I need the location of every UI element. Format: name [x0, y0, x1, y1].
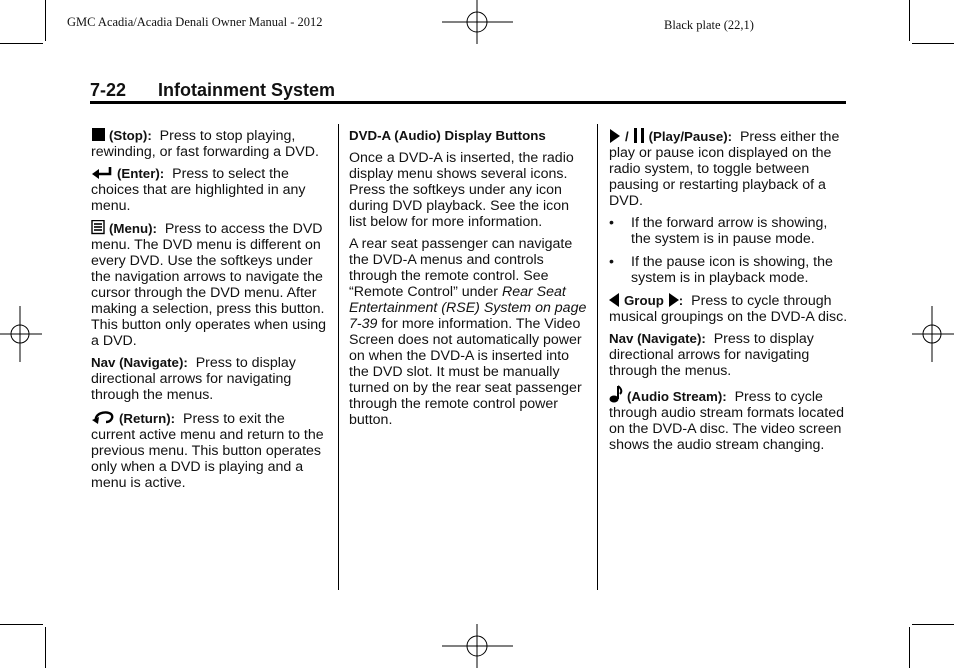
nav-label: Nav (Navigate):: [609, 331, 706, 346]
stop-text: Press to stop playing, rewinding, or fast forwarding a DVD.: [91, 128, 319, 160]
column-3: [609, 128, 849, 459]
return-entry: [91, 409, 329, 491]
crop-mark: [0, 624, 43, 625]
section-title: Infotainment System: [158, 80, 336, 100]
stop-entry: [91, 128, 329, 160]
registration-mark-bottom: [440, 623, 515, 668]
title-rule: [90, 101, 846, 104]
group-entry: Group : Press to cycle through musical groupings on the DVD-A disc.: [609, 293, 848, 325]
column-1: [91, 128, 329, 497]
forward-arrow-icon: [668, 293, 679, 307]
pause-icon: [633, 128, 645, 143]
stop-label: (Stop):: [108, 128, 152, 143]
para-2-post: for more information. The Video Screen does not automatically power on when the DVD-A is inserted into the DVD slot. It must be manually turned on by the rear seat passenger through the remote control power button.: [349, 316, 582, 428]
dvd-a-para-2: [349, 236, 587, 428]
crop-mark: [909, 627, 910, 668]
enter-entry: [91, 166, 329, 214]
menu-entry: [91, 220, 329, 349]
rse-cross-reference[interactable]: Rear Seat Entertainment (RSE) System on page 7-39: [349, 284, 587, 332]
enter-label: (Enter):: [116, 166, 165, 181]
play-pause-text: Press either the play or pause icon displayed on the radio system, to toggle between pausing or restarting playback of a DVD.: [609, 129, 840, 209]
menu-text: Press to access the DVD menu. The DVD menu is different on every DVD. Use the softkeys under the navigation arrows to navigate the cursor through the DVD menu. After making a selection, press this button. This button only operates when using a DVD.: [91, 221, 327, 349]
manual-title: GMC Acadia/Acadia Denali Owner Manual - 2012: [67, 15, 323, 29]
bullet-item: [609, 254, 849, 286]
nav-label: Nav (Navigate):: [91, 355, 188, 370]
enter-icon: [91, 166, 113, 180]
crop-mark: [912, 43, 954, 44]
nav-entry: [91, 355, 329, 403]
return-label: (Return):: [118, 411, 176, 426]
group-label: Group: [623, 293, 664, 308]
audio-stream-text: Press to cycle through audio stream formats located on the DVD-A disc. The video screen shows the audio stream changing.: [609, 389, 845, 453]
dvd-a-heading: DVD-A (Audio) Display Buttons: [349, 128, 546, 143]
registration-mark-top: [440, 0, 515, 45]
crop-mark: [45, 627, 46, 668]
column-divider: [597, 124, 598, 590]
enter-text: Press to select the choices that are highlighted in any menu.: [91, 166, 306, 214]
bullet-text: If the pause icon is showing, the system is in playback mode.: [631, 254, 833, 286]
nav-text: Press to display directional arrows for navigating through the menus.: [91, 355, 296, 403]
plate-label: Black plate (22,1): [664, 18, 754, 32]
bullet-dot-icon: •: [609, 215, 614, 231]
column-2: [349, 128, 587, 434]
section-header: [90, 80, 846, 102]
return-text: Press to exit the current active menu and return to the previous menu. This button operates only when a DVD is playing and a menu is active.: [91, 411, 324, 491]
crop-mark: [45, 0, 46, 41]
play-icon: [609, 129, 621, 143]
play-pause-label: (Play/Pause):: [648, 129, 733, 144]
crop-mark: [912, 624, 954, 625]
bullet-text: If the forward arrow is showing, the system is in pause mode.: [631, 215, 828, 247]
column-divider: [338, 124, 339, 590]
crop-mark: [909, 0, 910, 41]
back-arrow-icon: [609, 293, 620, 307]
crop-mark: [0, 43, 43, 44]
registration-mark-right: [910, 306, 954, 362]
audio-stream-label: (Audio Stream):: [626, 389, 727, 404]
dvd-a-para-1: Once a DVD-A is inserted, the radio display menu shows several icons. Press the softkeys under any icon during DVD playback. See the icon list below for more information.: [349, 150, 574, 230]
music-note-icon: [609, 385, 623, 403]
nav-text: Press to display directional arrows for navigating through the menus.: [609, 331, 814, 379]
group-text: Press to cycle through musical groupings on the DVD-A disc.: [609, 293, 848, 325]
para-2-pre: A rear seat passenger can navigate the DVD-A menus and controls through the remote control. See “Remote Control” under: [349, 236, 573, 300]
menu-label: (Menu):: [108, 221, 157, 236]
menu-icon: [91, 220, 105, 235]
stop-icon: [91, 128, 105, 142]
page-number: 7-22: [90, 80, 127, 100]
nav-entry: [609, 331, 849, 379]
bullet-item: [609, 215, 849, 247]
play-pause-entry: / (Play/Pause): Press either the play or pause icon displayed on the radio system, to toggle between pausing or restarting playback of a DVD.: [609, 129, 840, 209]
bullet-dot-icon: •: [609, 254, 614, 270]
registration-mark-left: [0, 306, 45, 362]
audio-stream-entry: [609, 385, 849, 453]
return-icon: [91, 409, 115, 425]
